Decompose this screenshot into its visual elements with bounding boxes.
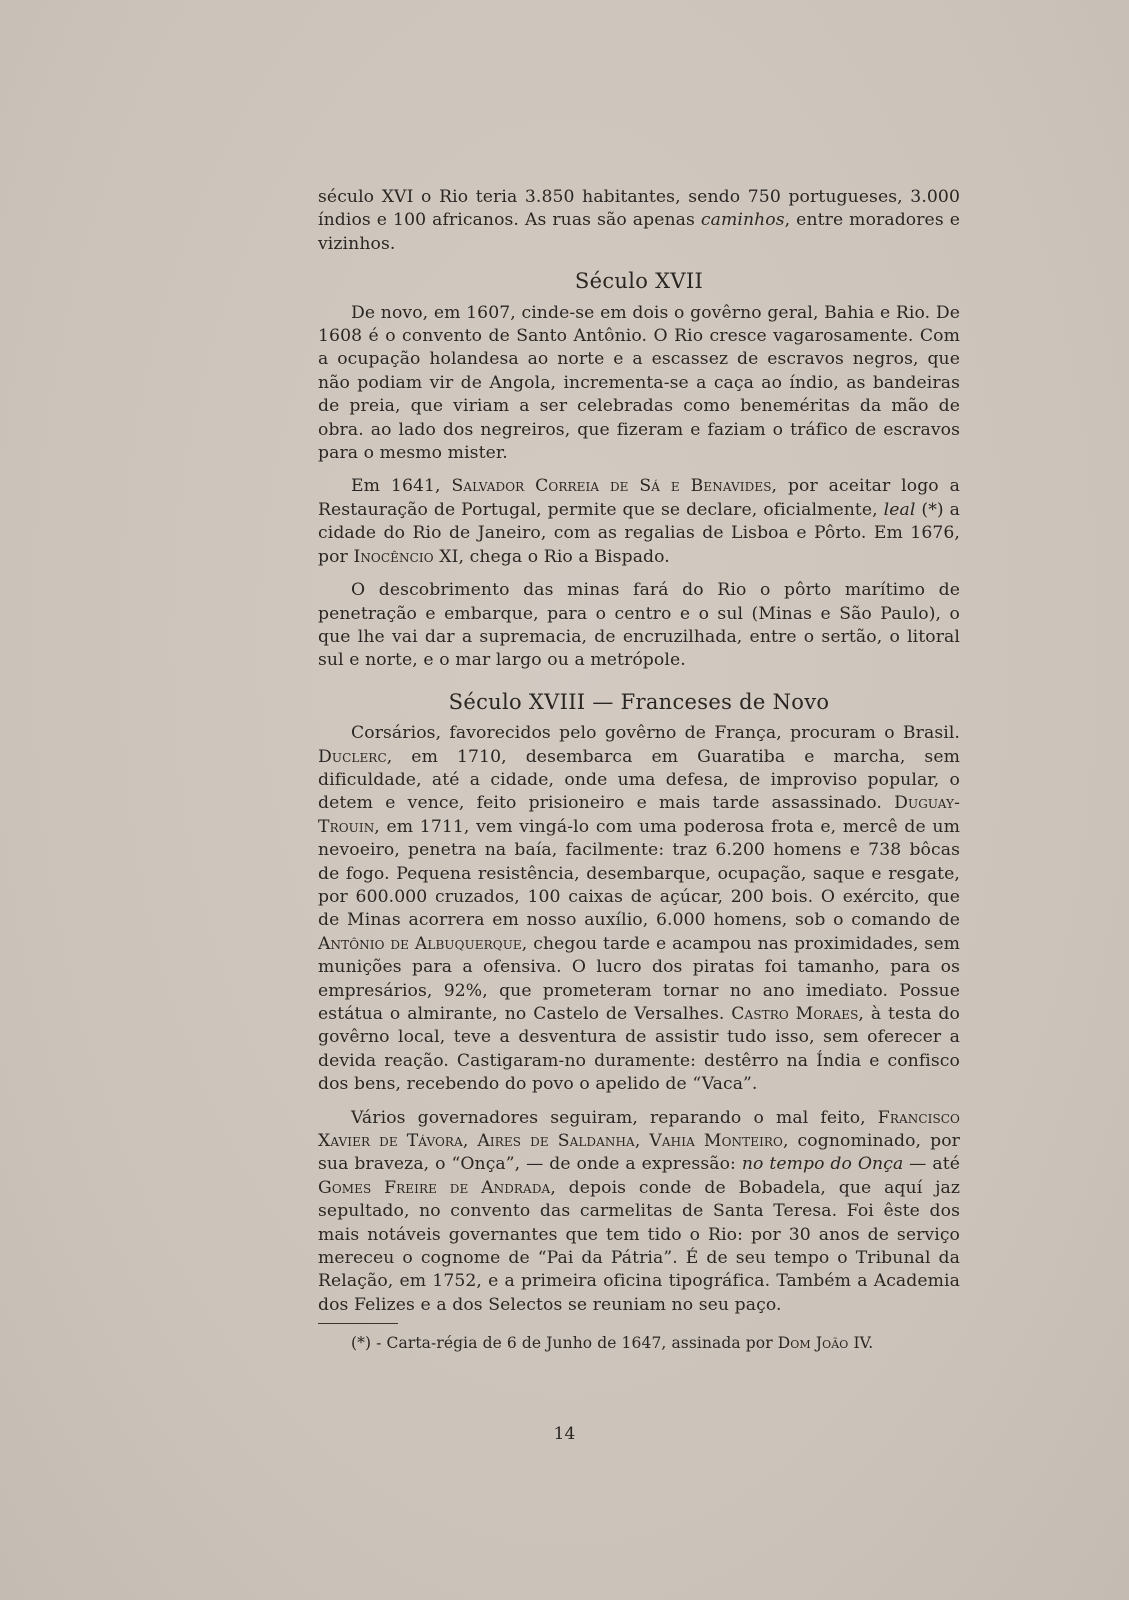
intro-text: século XVI o Rio teria 3.850 habitantes, sendo 750 portugueses, 3.000 índios e 100 africanos. As ruas são apenas [318, 187, 960, 231]
emphasis: leal [883, 499, 916, 520]
person-name: Castro Moraes [731, 1004, 859, 1024]
text-span: IV. [848, 1334, 874, 1353]
text-span: Corsários, favorecidos pelo govêrno de França, procuram o Brasil. [351, 723, 960, 744]
text-span: , chegou tarde e acampou nas proximidades, sem munições para a ofensiva. O lucro dos piratas foi tamanho, para os empresários, 92%, que prometeram tornar no ano imediato. Possue estátua o almirante, no Castelo de Versalhes. [318, 933, 960, 1024]
person-name: Antônio de Albuquerque [318, 933, 522, 954]
text-span: , em 1710, desembarca em Guaratiba e marcha, sem dificuldade, até a cidade, onde uma defesa, de improviso popular, o detem e vence, feito prisioneiro e mais tarde assassinado. [318, 746, 960, 814]
text-span: , [634, 1131, 650, 1152]
text-span: , depois conde de Bobadela, que aquí jaz sepultado, no convento das carmelitas de Santa Teresa. Foi êste dos mais notáveis governantes que tem tido o Rio: por 30 anos de serviço mereceu o cognome de “Pai da Pátria”. É de seu tempo o Tribunal da Relação, em 1752, e a primeira oficina tipográfica. Também a Academia dos Felizes e a dos Selectos se reuniam no seu paço. [318, 1177, 960, 1315]
person-name: Gomes Freire de Andrada [318, 1177, 551, 1198]
text-span: , cognominado, por sua braveza, o “Onça”, — de onde a expressão: [318, 1131, 960, 1175]
footnote-rule [318, 1323, 398, 1324]
person-name: Duguay-Trouin [318, 793, 960, 837]
text-span: (*) a cidade do Rio de Janeiro, com as regalias de Lisboa e Pôrto. Em 1676, por [318, 499, 961, 567]
paragraph-xvii-3: O descobrimento das minas fará do Rio o pôrto marítimo de penetração e embarque, para o centro e o sul (Minas e São Paulo), o que lhe vai dar a supremacia, de encruzilhada, entre o sertão, o litoral sul e norte, e o mar largo ou a metrópole. [318, 580, 960, 671]
person-name: Aires de Saldanha [477, 1131, 635, 1152]
person-name: Francisco Xavier de Távora [318, 1107, 960, 1152]
person-name: Dom João [777, 1334, 849, 1353]
footnote [318, 1332, 960, 1355]
paragraph-xvii-2 [318, 475, 960, 569]
text-span: XI, chega o Rio a Bispado. [433, 546, 670, 567]
person-name: Duclerc [318, 746, 387, 767]
text-span: — até [903, 1154, 960, 1175]
person-name: Salvador Correia de Sá e Benavides [451, 476, 772, 497]
text-span: (*) - Carta-régia de 6 de Junho de 1647, assinada por [351, 1334, 778, 1353]
text-span: , à testa do govêrno local, teve a desventura de assistir tudo isso, sem oferecer a devida reação. Castigaram-no duramente: destêrro na Índia e confisco dos bens, recebendo do povo o apelido de “Vaca”. [318, 1004, 960, 1095]
text-span: , [462, 1131, 478, 1152]
text-span: Em 1641, [351, 476, 452, 497]
person-name: Inocêncio [353, 546, 434, 567]
paragraph-xvii-1: De novo, em 1607, cinde-se em dois o govêrno geral, Bahia e Rio. De 1608 é o convento de Santo Antônio. O Rio cresce vagarosamente. Com a ocupação holandesa ao norte e a escassez de escravos negros, que não podiam vir de Angola, incrementa-se a caça ao índio, as bandeiras de preia, que viriam a ser celebradas como beneméritas da mão de obra. ao lado dos negreiros, que fizeram e faziam o tráfico de escravos para o mesmo mister. [318, 302, 960, 464]
text-span: , por aceitar logo a Restauração de Portugal, permite que se declare, oficialmente, [318, 476, 960, 520]
paragraph-xviii-1 [318, 722, 960, 1097]
intro-text-end: , entre moradores e vizinhos. [318, 210, 960, 254]
emphasis: no tempo do Onça [741, 1154, 904, 1175]
heading-seculo-xvii: Século XVII [574, 269, 704, 294]
intro-emphasis: caminhos [700, 210, 785, 231]
text-span: , em 1711, vem vingá-lo com uma poderosa frota e, mercê de um nevoeiro, penetra na baía, facilmente: traz 6.200 homens e 738 bôcas de fogo. Pequena resistência, desembarque, ocupação, saque e resgate, por 600.000 cruzados, 100 caixas de açúcar, 200 bois. O exército, que de Minas acorrera em nosso auxílio, 6.000 homens, sob o comando de [318, 816, 960, 931]
text-column [318, 186, 960, 1356]
page-number: 14 [553, 1424, 576, 1444]
person-name: Vahia Monteiro [649, 1131, 783, 1152]
paragraph-xviii-2 [318, 1107, 960, 1318]
text-span: Vários governadores seguiram, reparando o mal feito, [351, 1107, 878, 1128]
heading-seculo-xviii: Século XVIII — Franceses de Novo [448, 689, 830, 714]
intro-paragraph [318, 186, 960, 256]
